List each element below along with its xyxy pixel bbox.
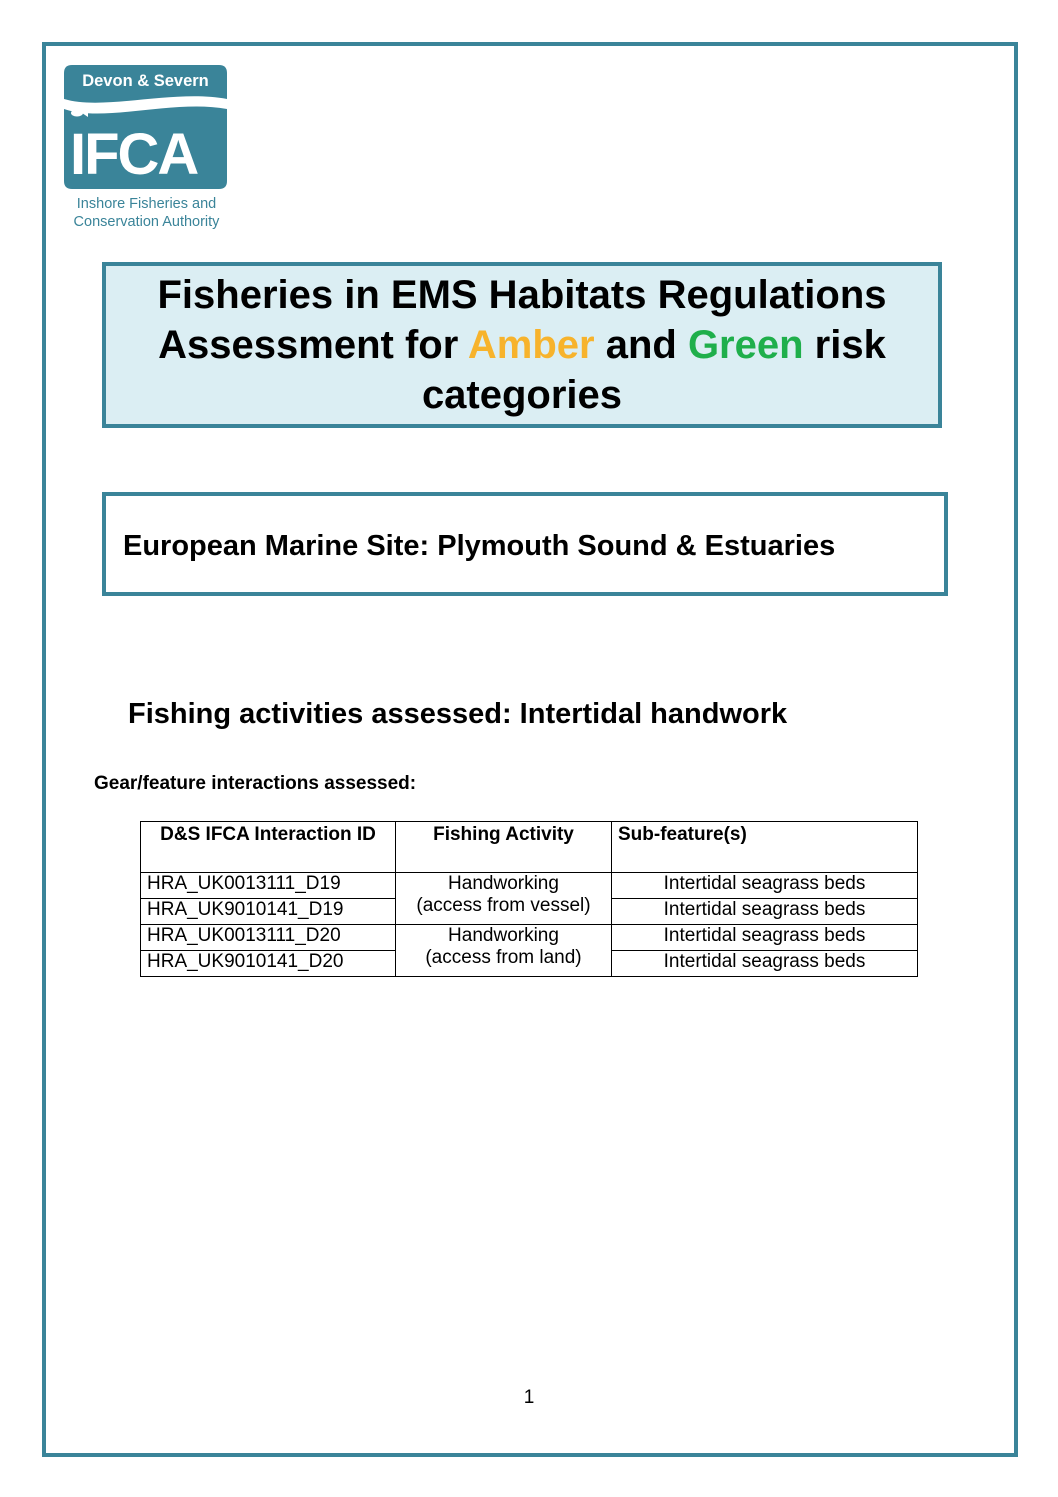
logo-subtitle: [64, 195, 229, 231]
title-part2: and: [594, 323, 688, 367]
activity-cell: [396, 873, 612, 925]
activity-line2: (access from vessel): [416, 895, 591, 916]
activity-line1: Handworking: [448, 873, 559, 894]
document-title: [122, 270, 922, 420]
title-part3: risk categories: [421, 323, 886, 417]
logo-subtitle-line1: Inshore Fisheries and: [76, 196, 217, 212]
page-border: [42, 42, 1018, 1457]
ifca-logo: [64, 65, 229, 235]
gear-heading: Gear/feature interactions assessed:: [94, 773, 417, 794]
title-green: Green: [687, 323, 804, 367]
title-amber: Amber: [467, 323, 595, 367]
site-heading: European Marine Site: Plymouth Sound & Estuaries: [123, 530, 836, 562]
interactions-table: [140, 821, 918, 977]
interaction-id-cell: HRA_UK0013111_D20: [141, 925, 396, 951]
site-box: [102, 492, 948, 596]
title-box: [102, 262, 942, 428]
activity-line2: (access from land): [425, 947, 582, 968]
activity-cell: [396, 925, 612, 977]
logo-top-text: Devon & Severn: [82, 72, 209, 90]
sub-feature-cell: Intertidal seagrass beds: [612, 873, 918, 899]
activity-line1: Handworking: [448, 925, 559, 946]
title-part1: Fisheries in EMS Habitats Regulations Assessment for: [157, 273, 887, 367]
header-interaction-id: D&S IFCA Interaction ID: [141, 822, 396, 873]
logo-subtitle-line2: Conservation Authority: [73, 214, 220, 230]
sub-feature-cell: Intertidal seagrass beds: [612, 899, 918, 925]
header-fishing-activity: Fishing Activity: [396, 822, 612, 873]
page-number: 1: [523, 1387, 535, 1408]
logo-word: IFCA: [70, 122, 198, 187]
sub-feature-cell: Intertidal seagrass beds: [612, 951, 918, 977]
interaction-id-cell: HRA_UK9010141_D19: [141, 899, 396, 925]
header-sub-features: Sub-feature(s): [612, 822, 918, 873]
table-header-row: [141, 822, 918, 873]
interaction-id-cell: HRA_UK0013111_D19: [141, 873, 396, 899]
activities-heading: Fishing activities assessed: Intertidal handwork: [128, 698, 788, 730]
interaction-id-cell: HRA_UK9010141_D20: [141, 951, 396, 977]
sub-feature-cell: Intertidal seagrass beds: [612, 925, 918, 951]
table-row: [141, 925, 918, 951]
table-row: [141, 873, 918, 899]
